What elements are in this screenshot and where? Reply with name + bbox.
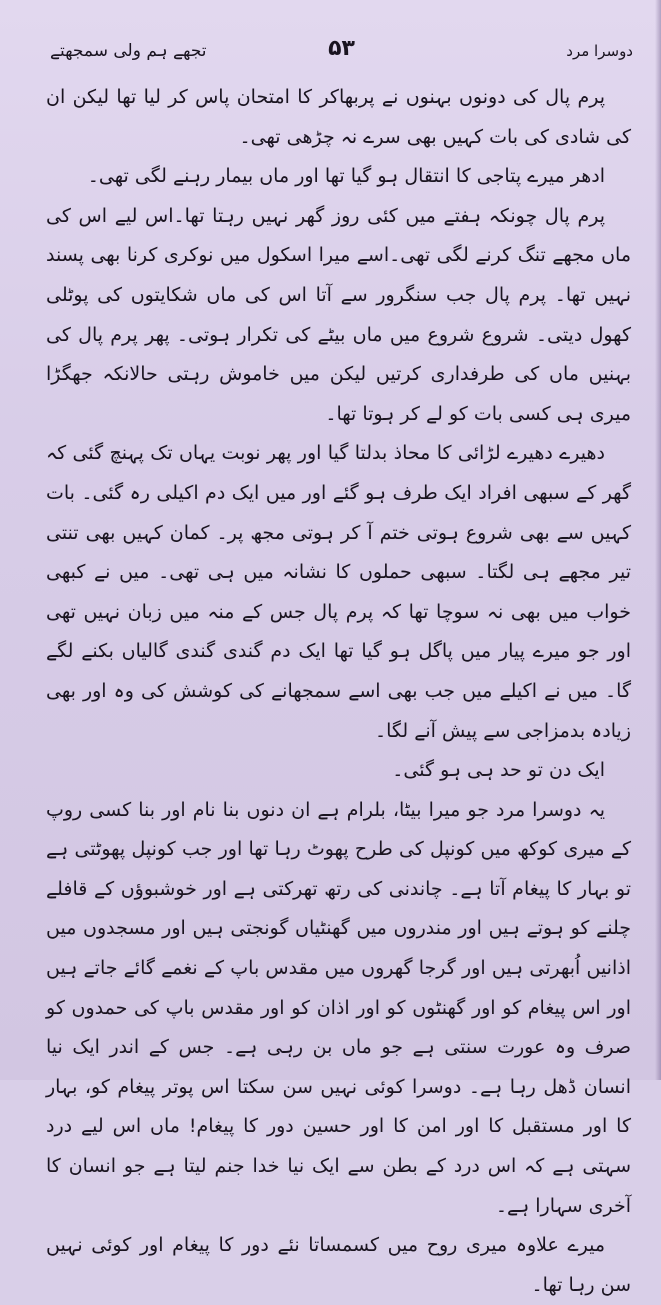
page-body	[46, 78, 631, 1305]
paragraph: ادھر میرے پتاجی کا انتقال ہو گیا تھا اور ماں بیمار رہنے لگی تھی۔	[87, 165, 605, 188]
chapter-title: دوسرا مرد	[566, 42, 633, 60]
paragraph: دھیرے دھیرے لڑائی کا محاذ بدلتا گیا اور پھر نوبت یہاں تک پہنچ گئی کہ گھر کے سبھی افراد ایک طرف ہو گئے اور میں ایک دم اکیلی رہ گئی۔ بات کہیں سے بھی شروع ہوتی ختم آ کر ہوتی مجھ پر۔ کمان کہیں بھی تنتی تیر مجھے ہی لگتا۔ سبھی حملوں کا نشانہ میں ہی تھی۔ میں نے کبھی خواب میں بھی نہ سوچا تھا کہ پرم پال جس کے منہ میں زبان نہیں تھی اور جو میرے پیار میں پاگل ہو گیا تھا ایک دم گندی گندی گالیاں بکنے لگے گا۔ میں نے اکیلے میں جب بھی اسے سمجھانے کی کوشش کی وہ اور بھی زیادہ بدمزاجی سے پیش آنے لگا۔	[46, 442, 631, 742]
page-edge-shadow	[655, 0, 661, 1080]
page-number: ۵۳	[328, 36, 355, 61]
paragraph: ایک دن تو حد ہی ہو گئی۔	[392, 759, 605, 782]
paragraph: یہ دوسرا مرد جو میرا بیٹا، بلرام ہے ان دنوں بنا نام اور بنا کسی روپ کے میری کوکھ میں کونپل کی طرح پھوٹ رہا تھا اور جب کونپل پھوٹتی ہے تو بہار کا پیغام آتا ہے۔ چاندنی کی رتھ تھرکتی ہے اور خوشبوؤں کے قافلے چلنے کو ہوتے ہیں اور مندروں میں گھنٹیاں گونجتی ہیں اور مسجدوں میں اذانیں اُبھرتی ہیں اور گرجا گھروں میں مقدس باپ کے نغمے گائے جاتے ہیں اور اس پیغام کو اور گھنٹوں کو اور اذان کو اور مقدس باپ کی حمدوں کو صرف وہ عورت سنتی ہے جو ماں بن رہی ہے۔ جس کے اندر ایک نیا انسان ڈھل رہا ہے۔ دوسرا کوئی نہیں سن سکتا اس پوتر پیغام کو، بہار کا اور مستقبل کا اور امن کا اور حسین دور کا پیغام! ماں اس لیے درد سہتی ہے کہ اس درد کے بطن سے ایک نیا خدا جنم لیتا ہے جو انسان کا آخری سہارا ہے۔	[46, 798, 631, 1217]
book-title: تجھے ہم ولی سمجھتے	[50, 41, 207, 61]
page-header	[50, 36, 633, 70]
paragraph: میرے علاوہ میری روح میں کسمساتا نئے دور کا پیغام اور کوئی نہیں سن رہا تھا۔	[46, 1234, 631, 1296]
paragraph: پرم پال چونکہ ہفتے میں کئی روز گھر نہیں رہتا تھا۔اس لیے اس کی ماں مجھے تنگ کرنے لگی تھی۔اسے میرا اسکول میں نوکری کرنا بھی پسند نہیں تھا۔ پرم پال جب سنگرور سے آتا اس کی ماں شکایتوں کی پوٹلی کھول دیتی۔ شروع شروع میں ماں بیٹے کی تکرار ہوتی۔ پھر پرم پال کی بہنیں ماں کی طرفداری کرتیں لیکن میں خاموش رہتی حالانکہ جھگڑا میری ہی کسی بات کو لے کر ہوتا تھا۔	[46, 204, 631, 425]
paragraph: پرم پال کی دونوں بہنوں نے پربھاکر کا امتحان پاس کر لیا تھا لیکن ان کی شادی کی بات کہیں بھی سرے نہ چڑھی تھی۔	[46, 86, 631, 148]
